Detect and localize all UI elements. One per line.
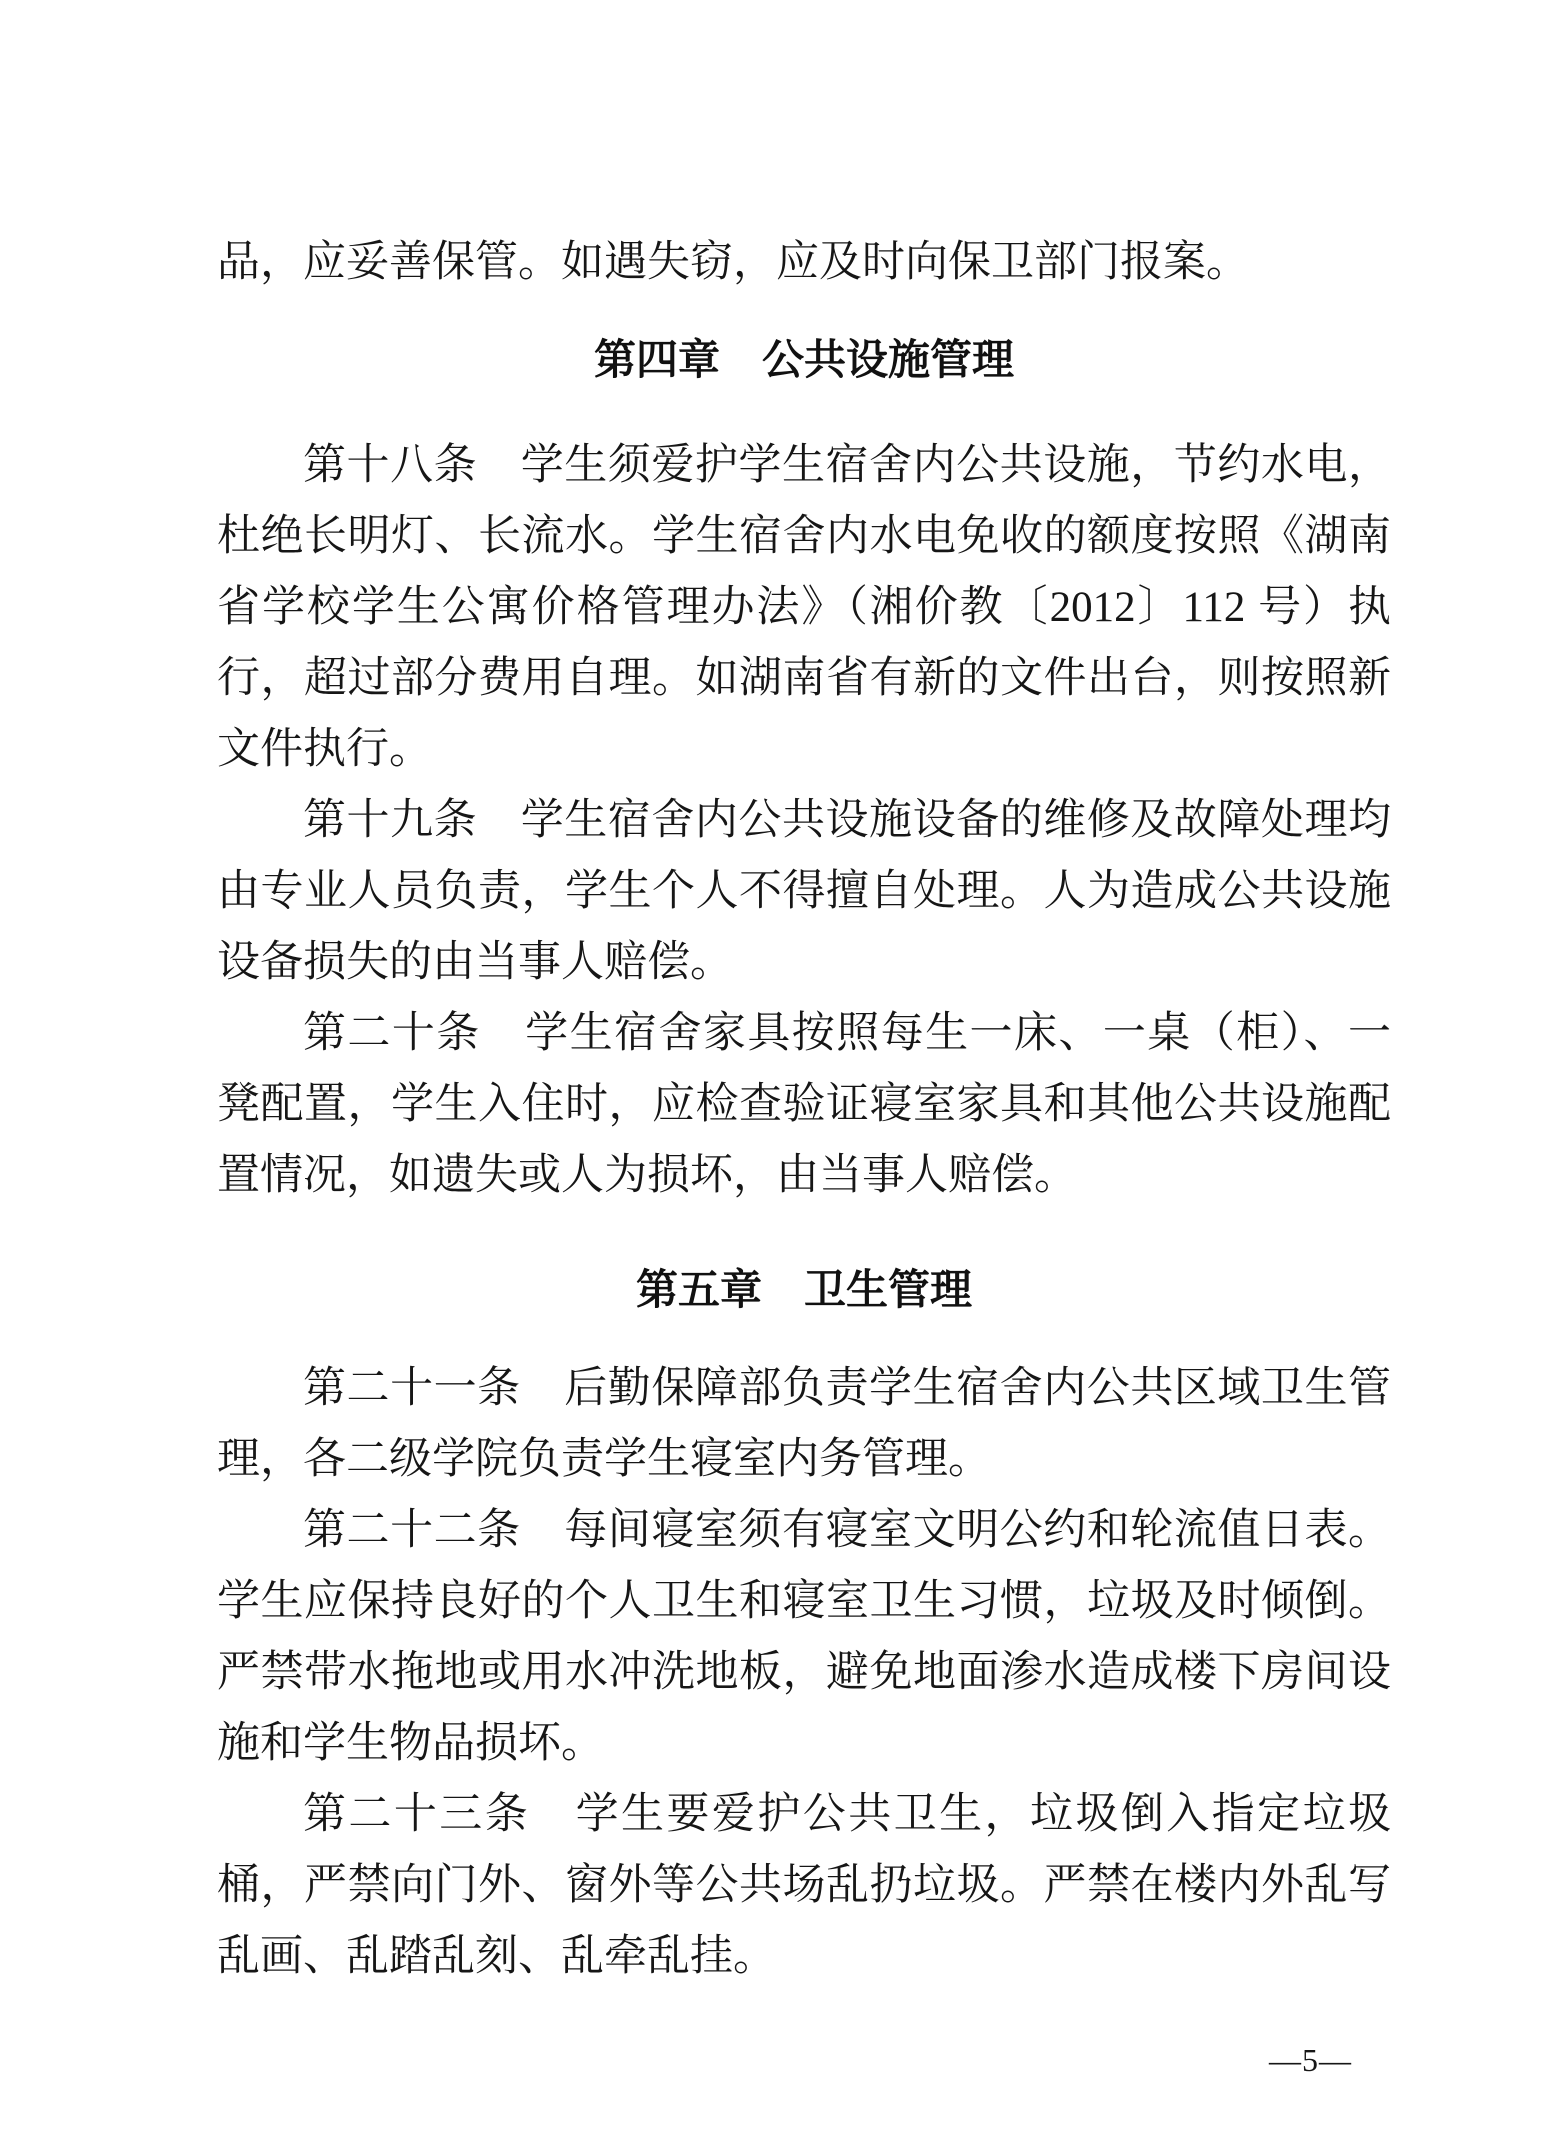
article-21-paragraph: 第二十一条 后勤保障部负责学生宿舍内公共区域卫生管理，各二级学院负责学生寝室内务管理。 — [217, 1365, 1391, 1483]
page-number: —5— — [1269, 2042, 1352, 2078]
article-22-paragraph: 第二十二条 每间寝室须有寝室文明公约和轮流值日表。学生应保持良好的个人卫生和寝室卫生习惯，垃圾及时倾倒。严禁带水拖地或用水冲洗地板，避免地面渗水造成楼下房间设施和学生物品损坏。 — [217, 1507, 1391, 1767]
document-content — [217, 227, 1391, 1992]
chapter-heading-5: 第五章 卫生管理 — [635, 1266, 972, 1313]
article-18-paragraph: 第十八条 学生须爱护学生宿舍内公共设施，节约水电，杜绝长明灯、长流水。学生宿舍内水电免收的额度按照《湖南省学校学生公寓价格管理办法》（湘价教〔2012〕112 号）执行，超过部分费用自理。如湖南省有新的文件出台，则按照新文件执行。 — [217, 442, 1391, 773]
continuation-paragraph: 品，应妥善保管。如遇失窃，应及时向保卫部门报案。 — [217, 239, 1249, 286]
article-20-paragraph: 第二十条 学生宿舍家具按照每生一床、一桌（柜）、一凳配置，学生入住时，应检查验证寝室家具和其他公共设施配置情况，如遗失或人为损坏，由当事人赔偿。 — [217, 1010, 1391, 1199]
chapter-heading-4: 第四章 公共设施管理 — [593, 336, 1014, 383]
article-23-paragraph: 第二十三条 学生要爱护公共卫生，垃圾倒入指定垃圾桶，严禁向门外、窗外等公共场乱扔垃圾。严禁在楼内外乱写乱画、乱踏乱刻、乱牵乱挂。 — [217, 1791, 1391, 1980]
article-19-paragraph: 第十九条 学生宿舍内公共设施设备的维修及故障处理均由专业人员负责，学生个人不得擅自处理。人为造成公共设施设备损失的由当事人赔偿。 — [217, 797, 1391, 986]
